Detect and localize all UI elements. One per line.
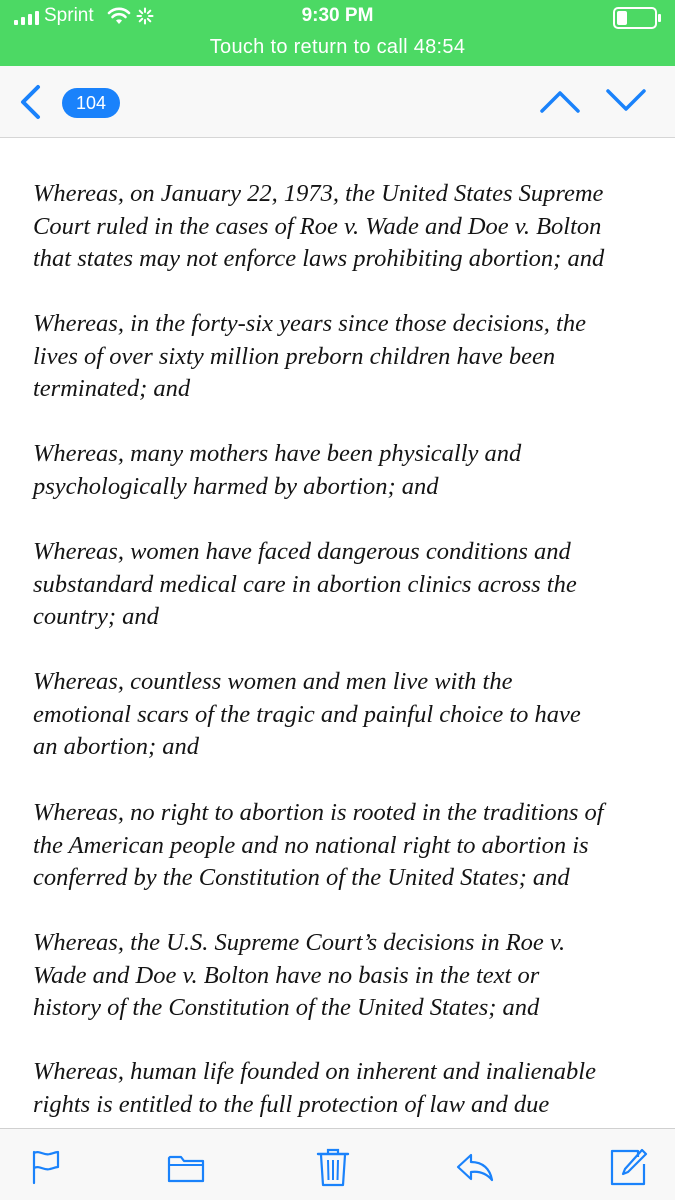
- text-line: Whereas, women have faced dangerous conditions and: [33, 538, 571, 565]
- status-bar: [0, 0, 675, 34]
- trash-icon: [313, 1147, 353, 1187]
- paragraph: [33, 308, 653, 406]
- text-line: Whereas, on January 22, 1973, the United States Supreme: [33, 180, 604, 207]
- text-line: rights is entitled to the full protection of law and due: [33, 1090, 550, 1118]
- paragraph: [33, 797, 653, 895]
- flag-button[interactable]: [26, 1147, 66, 1187]
- reply-icon: [455, 1147, 495, 1187]
- paragraph: [33, 666, 653, 764]
- text-line: psychologically harmed by abortion; and: [33, 472, 439, 500]
- text-line: country; and: [33, 603, 159, 630]
- previous-message-button[interactable]: [538, 86, 582, 116]
- back-button[interactable]: [14, 82, 110, 122]
- flag-icon: [26, 1147, 66, 1187]
- return-to-call-text[interactable]: Touch to return to call 48:54: [209, 36, 466, 58]
- text-line: terminated; and: [33, 375, 191, 402]
- status-time: 9:30 PM: [301, 5, 374, 26]
- compose-button[interactable]: [608, 1147, 648, 1187]
- chevron-left-icon: [18, 84, 42, 120]
- text-line: the American people and no national right to abortion is: [33, 831, 589, 859]
- next-message-button[interactable]: [604, 86, 648, 116]
- paragraph: [33, 438, 653, 503]
- text-line: history of the Constitution of the United States; and: [33, 994, 540, 1021]
- call-banner[interactable]: [0, 0, 675, 66]
- folder-icon: [166, 1147, 206, 1187]
- text-line: substandard medical care in abortion clinics across the: [33, 570, 577, 598]
- text-line: Whereas, in the forty-six years since those decisions, the: [33, 310, 586, 337]
- move-to-folder-button[interactable]: [166, 1147, 206, 1187]
- text-line: emotional scars of the tragic and painful choice to have: [33, 700, 581, 728]
- message-nav-bar: [0, 66, 675, 138]
- text-line: conferred by the Constitution of the United States; and: [33, 864, 570, 891]
- compose-icon: [608, 1147, 648, 1187]
- unread-count-badge: 104: [62, 88, 120, 118]
- paragraph: [33, 536, 653, 634]
- paragraph: [33, 927, 653, 1025]
- battery-icon: [613, 7, 663, 29]
- reply-button[interactable]: [455, 1147, 495, 1187]
- text-line: Whereas, no right to abortion is rooted in the traditions of: [33, 799, 604, 826]
- text-line: Whereas, the U.S. Supreme Court’s decisions in Roe v.: [33, 929, 566, 956]
- bottom-toolbar: [0, 1128, 675, 1200]
- text-line: that states may not enforce laws prohibiting abortion; and: [33, 245, 605, 272]
- text-line: Court ruled in the cases of Roe v. Wade and Doe v. Bolton: [33, 212, 602, 240]
- text-line: Whereas, countless women and men live with the: [33, 668, 513, 695]
- paragraph: [33, 178, 653, 276]
- message-body[interactable]: [0, 138, 675, 1128]
- text-line: Wade and Doe v. Bolton have no basis in the text or: [33, 961, 540, 989]
- text-line: an abortion; and: [33, 733, 200, 760]
- text-line: lives of over sixty million preborn children have been: [33, 342, 556, 370]
- trash-button[interactable]: [313, 1147, 353, 1187]
- text-line: Whereas, human life founded on inherent and inalienable: [33, 1058, 596, 1085]
- paragraph: [33, 1056, 653, 1121]
- carrier-name: Sprint: [44, 5, 94, 26]
- text-line: Whereas, many mothers have been physically and: [33, 440, 522, 467]
